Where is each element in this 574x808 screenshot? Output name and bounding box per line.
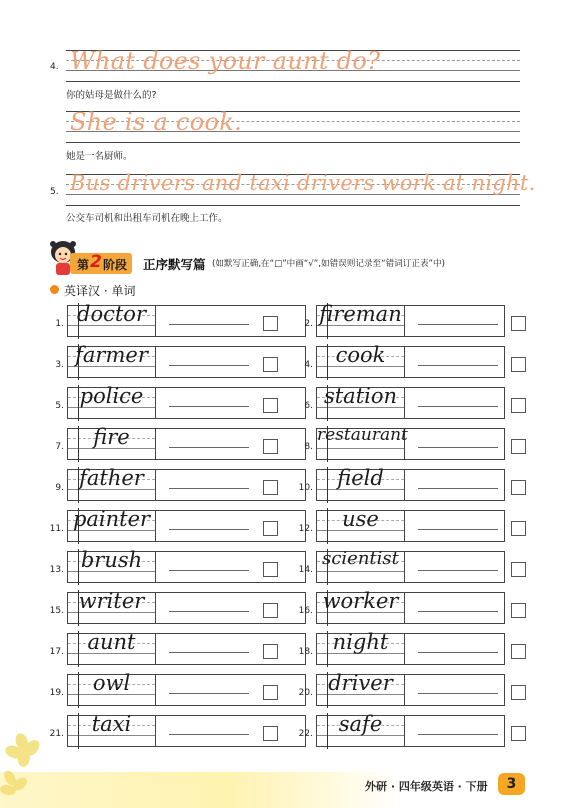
check-box[interactable] xyxy=(511,603,526,618)
check-box[interactable] xyxy=(511,521,526,536)
word-text: aunt xyxy=(87,630,136,654)
word-box xyxy=(67,548,156,583)
four-line-row[interactable] xyxy=(66,47,520,82)
check-box[interactable] xyxy=(263,316,278,331)
word-text: owl xyxy=(92,671,131,695)
word-text: safe xyxy=(338,712,383,736)
check-box[interactable] xyxy=(263,439,278,454)
word-box xyxy=(316,630,405,665)
check-box[interactable] xyxy=(263,685,278,700)
check-box[interactable] xyxy=(511,398,526,413)
word-box xyxy=(67,466,156,501)
answer-field[interactable] xyxy=(155,510,306,542)
word-box xyxy=(316,548,405,583)
word-box xyxy=(316,384,405,419)
word-box xyxy=(67,507,156,542)
flower-decoration-icon xyxy=(0,730,60,808)
word-text: writer xyxy=(78,589,145,613)
word-box xyxy=(67,343,156,378)
word-text: taxi xyxy=(91,712,132,736)
answer-field[interactable] xyxy=(155,346,306,378)
word-box xyxy=(67,384,156,419)
check-box[interactable] xyxy=(511,316,526,331)
check-box[interactable] xyxy=(511,644,526,659)
answer-field[interactable] xyxy=(404,346,505,378)
word-text: police xyxy=(79,384,144,408)
word-text: painter xyxy=(72,507,151,531)
answer-field[interactable] xyxy=(155,551,306,583)
word-box xyxy=(67,712,156,747)
check-box[interactable] xyxy=(263,357,278,372)
check-box[interactable] xyxy=(263,562,278,577)
word-box xyxy=(316,589,405,624)
answer-field[interactable] xyxy=(404,469,505,501)
check-box[interactable] xyxy=(511,562,526,577)
answer-field[interactable] xyxy=(155,469,306,501)
word-text: worker xyxy=(322,589,399,613)
word-box xyxy=(67,425,156,460)
check-box[interactable] xyxy=(263,644,278,659)
check-box[interactable] xyxy=(263,398,278,413)
answer-field[interactable] xyxy=(404,305,505,337)
check-box[interactable] xyxy=(263,603,278,618)
answer-field[interactable] xyxy=(404,510,505,542)
word-box xyxy=(316,425,408,460)
answer-field[interactable] xyxy=(404,387,505,419)
answer-field[interactable] xyxy=(155,428,306,460)
page-number: 3 xyxy=(498,773,525,795)
word-text: scientist xyxy=(322,548,399,569)
word-text: doctor xyxy=(77,302,146,326)
section-title: 英译汉 · 单词 xyxy=(64,284,136,298)
answer-field[interactable] xyxy=(404,592,505,624)
trace-sentence: She is a cook. xyxy=(70,108,243,136)
answer-field[interactable] xyxy=(404,674,505,706)
word-box xyxy=(67,630,156,665)
sentence-translation: 公交车司机和出租车司机在晚上工作。 xyxy=(66,213,228,224)
four-line-row[interactable] xyxy=(66,171,536,206)
trace-sentence: What does your aunt do? xyxy=(70,47,381,75)
answer-field[interactable] xyxy=(155,633,306,665)
word-text: farmer xyxy=(75,343,148,367)
word-box xyxy=(67,589,156,624)
sentence-translation: 她是一名厨师。 xyxy=(66,151,133,162)
answer-field[interactable] xyxy=(155,592,306,624)
word-box xyxy=(316,712,405,747)
word-text: restaurant xyxy=(317,425,408,445)
check-box[interactable] xyxy=(511,439,526,454)
word-box xyxy=(316,343,405,378)
word-text: field xyxy=(337,466,384,490)
four-line-row[interactable] xyxy=(66,108,520,143)
check-box[interactable] xyxy=(263,726,278,741)
check-box[interactable] xyxy=(511,726,526,741)
stage-instruction: (如默写正确,在“□”中画“√”,如错误则记录至“错词订正表”中) xyxy=(212,259,445,269)
word-text: station xyxy=(323,384,398,408)
word-box xyxy=(67,671,156,706)
answer-field[interactable] xyxy=(155,674,306,706)
check-box[interactable] xyxy=(511,357,526,372)
check-box[interactable] xyxy=(511,480,526,495)
trace-sentence: Bus drivers and taxi drivers work at night. xyxy=(70,171,536,195)
answer-field[interactable] xyxy=(404,551,505,583)
answer-field[interactable] xyxy=(404,715,505,747)
word-text: driver xyxy=(328,671,393,695)
sentence-translation: 你的姑母是做什么的? xyxy=(66,90,157,101)
word-text: fireman xyxy=(319,302,402,326)
word-box xyxy=(316,671,405,706)
stage-number: 2 xyxy=(90,252,102,272)
sentence-number: 4. xyxy=(50,62,59,72)
answer-field[interactable] xyxy=(155,305,306,337)
footer-book-title: 外研 · 四年级英语 · 下册 xyxy=(365,780,488,793)
word-box xyxy=(316,302,405,337)
bullet-dot-icon xyxy=(50,285,59,294)
check-box[interactable] xyxy=(263,480,278,495)
answer-field[interactable] xyxy=(155,715,306,747)
word-box xyxy=(316,507,405,542)
answer-field[interactable] xyxy=(404,633,505,665)
word-text: cook xyxy=(335,343,386,367)
check-box[interactable] xyxy=(263,521,278,536)
stage-title: 正序默写篇 xyxy=(143,257,206,272)
word-box xyxy=(316,466,405,501)
word-text: brush xyxy=(80,548,143,572)
stage-badge: 第 2 阶段 xyxy=(70,253,132,274)
word-text: fire xyxy=(93,425,130,449)
answer-field[interactable] xyxy=(404,428,505,460)
sentence-number: 5. xyxy=(50,187,59,197)
word-box xyxy=(67,302,156,337)
word-text: use xyxy=(342,507,379,531)
word-text: night xyxy=(332,630,389,654)
answer-field[interactable] xyxy=(155,387,306,419)
check-box[interactable] xyxy=(511,685,526,700)
word-text: father xyxy=(79,466,144,490)
